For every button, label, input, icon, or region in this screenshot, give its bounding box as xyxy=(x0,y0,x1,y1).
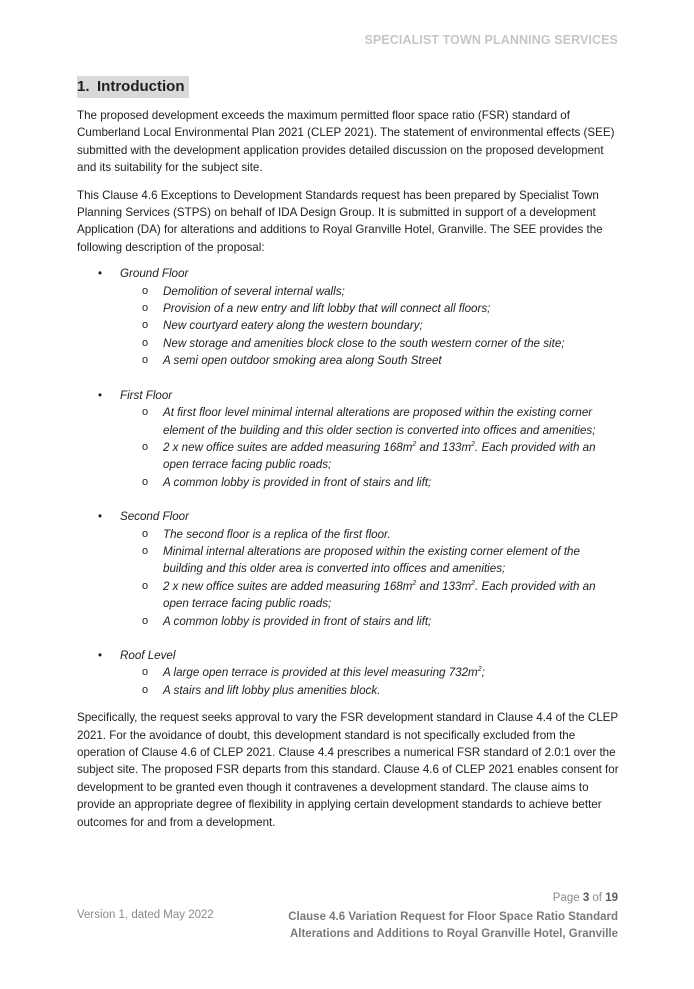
bullet-second-floor xyxy=(77,508,619,525)
circle-bullet-icon: o xyxy=(142,406,149,419)
bullet-icon: • xyxy=(98,267,103,281)
bullet-icon: • xyxy=(98,648,103,662)
circle-bullet-icon: o xyxy=(142,336,149,349)
footer-title-line-1: Clause 4.6 Variation Request for Floor Space Ratio Standard xyxy=(288,911,618,923)
list-item: o Minimal internal alterations are proposed within the existing corner element of the building and this older area is converted into offices and amenities; xyxy=(142,544,580,576)
list-item: o A common lobby is provided in front of stairs and lift; xyxy=(77,613,619,630)
list-item: o 2 x new office suites are added measuring $168m^2$ and $133m^2$. Each provided with an open terrace facing public roads; xyxy=(142,579,596,611)
list-item: o New storage and amenities block close to the south western corner of the site; xyxy=(77,335,619,352)
bullet-label: Ground Floor xyxy=(120,267,189,281)
circle-bullet-icon: o xyxy=(142,666,149,679)
ground-floor-items xyxy=(77,283,619,370)
bullet-label: Second Floor xyxy=(120,510,189,524)
bullet-first-floor xyxy=(77,387,619,404)
header-brand: SPECIALIST TOWN PLANNING SERVICES xyxy=(364,33,618,47)
section-title: Introduction xyxy=(97,78,185,95)
second-floor-items xyxy=(77,526,619,630)
document-body xyxy=(77,76,619,831)
bullet-ground-floor xyxy=(77,265,619,282)
page-number: Page 3 of 19 xyxy=(552,892,618,904)
bullet-label: Roof Level xyxy=(120,648,176,662)
list-item: o A semi open outdoor smoking area along South Street xyxy=(77,352,619,369)
section-number: 1. xyxy=(77,78,90,95)
list-item: o The second floor is a replica of the first floor. xyxy=(77,526,619,543)
list-item: o 2 x new office suites are added measuring $168m^2$ and $133m^2$. Each provided with an open terrace facing public roads; xyxy=(142,440,596,472)
footer-title xyxy=(288,909,618,943)
footer-version: Version 1, dated May 2022 xyxy=(77,909,214,921)
bullet-label: First Floor xyxy=(120,388,173,402)
list-item: o Demolition of several internal walls; xyxy=(77,283,619,300)
circle-bullet-icon: o xyxy=(142,319,149,332)
first-floor-items xyxy=(77,404,619,491)
list-item: o At first floor level minimal internal alterations are proposed within the existing corner element of the building and this older section is converted into offices and amenities; xyxy=(142,406,596,437)
list-item: o New courtyard eatery along the western boundary; xyxy=(77,317,619,334)
bullet-icon: • xyxy=(98,388,103,402)
circle-bullet-icon: o xyxy=(142,614,149,627)
paragraph-request: This Clause 4.6 Exceptions to Development Standards request has been prepared by Specialist Town Planning Services (STPS) on behalf of IDA Design Group. It is submitted in support of a development Application (DA) for alterations and additions to Royal Granville Hotel, Granville. The SEE provides the following description of the proposal: xyxy=(77,188,603,254)
circle-bullet-icon: o xyxy=(142,527,149,540)
roof-level-items xyxy=(77,664,619,699)
list-item: o A large open terrace is provided at this level measuring $732m^2$; xyxy=(77,664,619,681)
circle-bullet-icon: o xyxy=(142,683,149,696)
paragraph-intro: The proposed development exceeds the maximum permitted floor space ratio (FSR) standard of Cumberland Local Environmental Plan 2021 (CLEP 2021). The statement of environmental effects (SEE) submitted with the development application provides detailed discussion on the proposed development and its suitability for the subject site. xyxy=(77,109,615,175)
bullet-icon: • xyxy=(98,510,103,524)
footer-title-line-2: Alterations and Additions to Royal Granville Hotel, Granville xyxy=(289,928,618,940)
circle-bullet-icon: o xyxy=(142,579,149,592)
list-item: o A stairs and lift lobby plus amenities block. xyxy=(77,682,619,699)
proposal-list xyxy=(77,265,619,699)
paragraph-specifically: Specifically, the request seeks approval to vary the FSR development standard in Clause 4.4 of the CLEP 2021. For the avoidance of doubt, this development standard is not specifically excluded from the operation of Clause 4.6 of CLEP 2021. Clause 4.4 prescribes a numerical FSR standard of 2.0:1 over the subject site. The proposed FSR departs from this standard. Clause 4.6 of CLEP 2021 enables consent for development to be granted even though it contravenes a development standard. The clause aims to provide an appropriate degree of flexibility in applying certain development standards to achieve better outcomes for and from a development. xyxy=(77,711,619,829)
list-item: o A common lobby is provided in front of stairs and lift; xyxy=(77,474,619,491)
circle-bullet-icon: o xyxy=(142,544,149,557)
bullet-roof-level xyxy=(77,647,619,664)
circle-bullet-icon: o xyxy=(142,440,149,453)
section-heading xyxy=(77,76,189,98)
circle-bullet-icon: o xyxy=(142,302,149,315)
list-item: o Provision of a new entry and lift lobby that will connect all floors; xyxy=(77,300,619,317)
circle-bullet-icon: o xyxy=(142,354,149,367)
circle-bullet-icon: o xyxy=(142,475,149,488)
circle-bullet-icon: o xyxy=(142,284,149,297)
